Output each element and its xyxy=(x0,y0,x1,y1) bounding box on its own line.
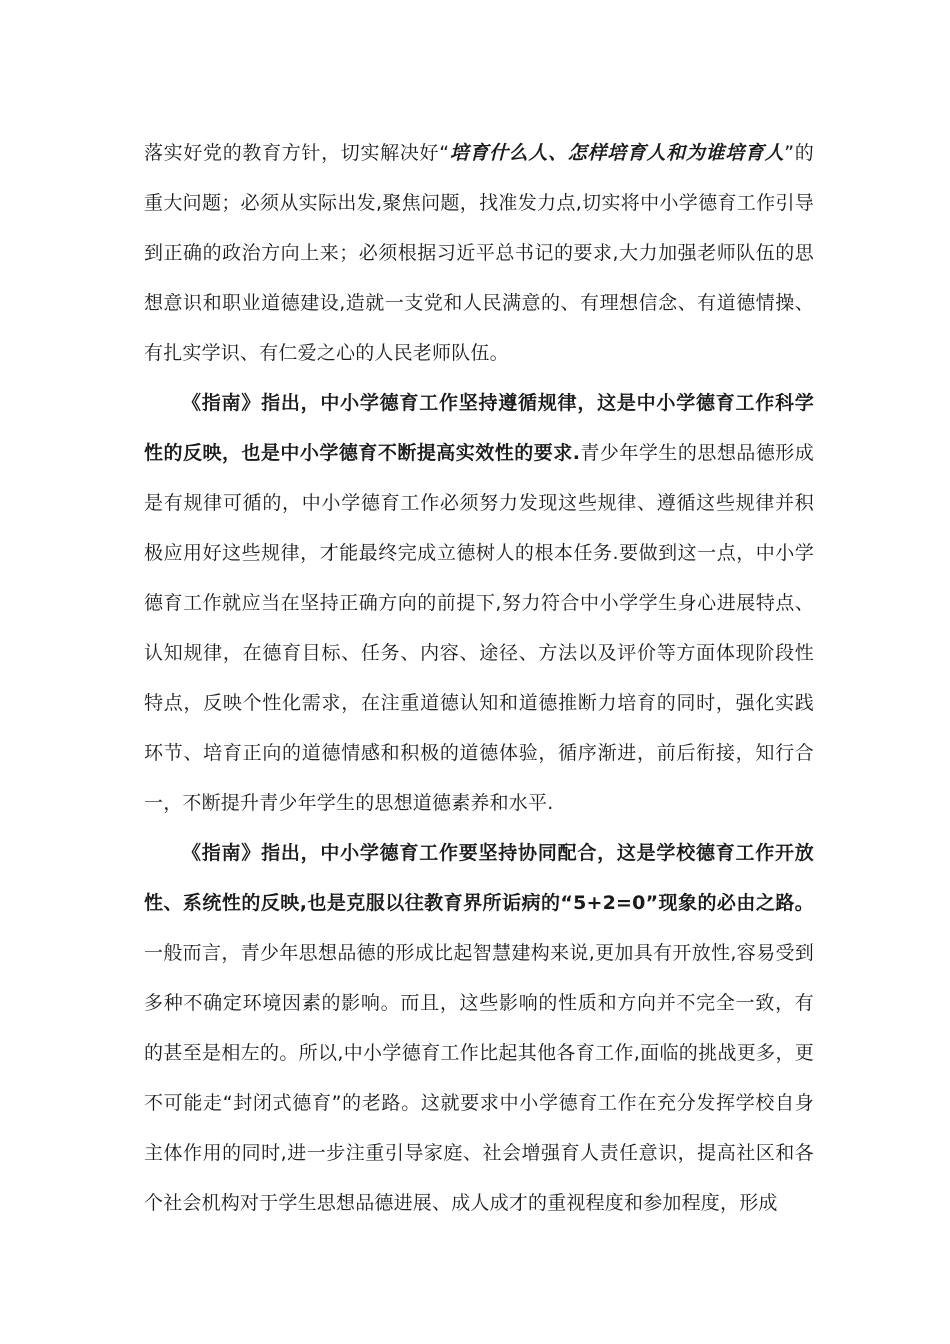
paragraph-2 xyxy=(144,378,814,828)
paragraph-1-text-b: ”的重大问题；必须从实际出发,聚焦问题，找准发力点,切实将中小学德育工作引导到正确的政治方向上来；必须根据习近平总书记的要求,大力加强老师队伍的思想意识和职业道德建设,造就一支党和人民满意的、有理想信念、有道德情操、有扎实学识、有仁爱之心的人民老师队伍。 xyxy=(144,142,814,364)
paragraph-1-emphasis: 培育什么人、怎样培育人和为谁培育人 xyxy=(449,142,785,164)
paragraph-2-bold-lead: 《指南》指出，中小学德育工作坚持遵循规律，这是中小学德育工作科学性的反映，也是中小学德育不断提高实效性的要求. xyxy=(144,392,814,464)
document-body xyxy=(144,128,814,1228)
paragraph-1-text-a: 落实好党的教育方针，切实解决好“ xyxy=(144,142,450,164)
paragraph-3-body: 一般而言，青少年思想品德的形成比起智慧建构来说,更加具有开放性,容易受到多种不确定环境因素的影响。而且，这些影响的性质和方向并不完全一致，有的甚至是相左的。所以,中小学德育工作比起其他各育工作,面临的挑战更多，更不可能走“封闭式德育”的老路。这就要求中小学德育工作在充分发挥学校自身主体作用的同时,进一步注重引导家庭、社会增强育人责任意识，提高社区和各个社会机构对于学生思想品德进展、成人成才的重视程度和参加程度，形成 xyxy=(144,942,814,1214)
paragraph-2-body: 青少年学生的思想品德形成是有规律可循的，中小学德育工作必须努力发现这些规律、遵循这些规律并积极应用好这些规律，才能最终完成立德树人的根本任务.要做到这一点，中小学德育工作就应当在坚持正确方向的前提下,努力符合中小学学生身心进展特点、认知规律，在德育目标、任务、内容、途径、方法以及评价等方面体现阶段性特点，反映个性化需求，在注重道德认知和道德推断力培育的同时，强化实践环节、培育正向的道德情感和积极的道德体验，循序渐进，前后衔接，知行合一，不断提升青少年学生的思想道德素养和水平. xyxy=(144,442,814,814)
paragraph-3-bold-lead: 《指南》指出，中小学德育工作要坚持协同配合，这是学校德育工作开放性、系统性的反映,也是克服以往教育界所诟病的“5+2=0”现象的必由之路。 xyxy=(144,842,814,914)
paragraph-1 xyxy=(144,128,814,378)
paragraph-3 xyxy=(144,828,814,1228)
